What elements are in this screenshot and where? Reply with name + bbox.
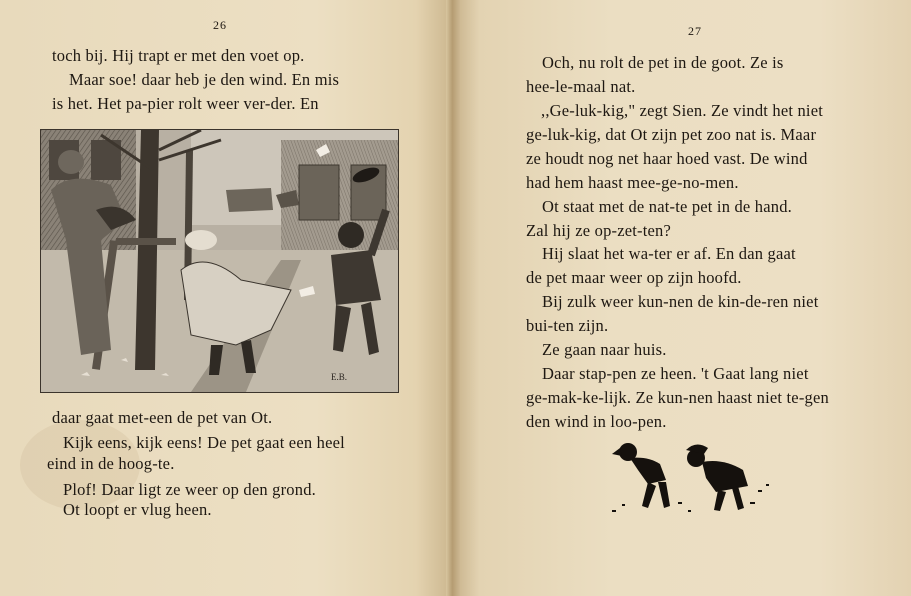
text-line: den wind in loo-pen. [526,412,667,431]
text-line: hee-le-maal nat. [526,77,636,96]
text-line: Och, nu rolt de pet in de goot. Ze is [542,53,784,72]
text-line: de pet maar weer op zijn hoofd. [526,268,742,287]
silhouette-drawing [608,440,778,520]
text-line: Daar stap-pen ze heen. 't Gaat lang niet [542,364,809,383]
text-line: ,,Ge-luk-kig," zegt Sien. Ze vindt het niet [541,101,824,120]
children-silhouette-illustration [608,440,778,525]
text-line: Kijk eens, kijk eens! De pet gaat een heel [63,433,345,452]
illustration-windy-street [40,129,399,393]
text-line: is het. Het pa-pier rolt weer ver-der. En [52,94,319,113]
text-line: had hem haast mee-ge-no-men. [526,173,739,192]
text-line: Plof! Daar ligt ze weer op den grond. [63,480,316,499]
text-line: ze houdt nog net haar hoed vast. De wind [526,149,808,168]
book-gutter [446,0,460,596]
text-line: daar gaat met-een de pet van Ot. [52,408,273,427]
page-number-right: 27 [688,24,702,38]
text-line: eind in de hoog-te. [47,454,175,473]
text-line: Hij slaat het wa-ter er af. En dan gaat [542,244,796,263]
text-line: Ot staat met de nat-te pet in de hand. [542,197,792,216]
text-line: Zal hij ze op-zet-ten? [526,221,672,240]
text-line: Bij zulk weer kun-nen de kin-de-ren niet [542,292,819,311]
illustration-signature: E.B. [331,372,348,382]
engraving-drawing [41,130,398,392]
text-line: toch bij. Hij trapt er met den voet op. [52,46,305,65]
page-number-left: 26 [213,18,227,32]
text-line: ge-luk-kig, dat Ot zijn pet zoo nat is. Maar [526,125,817,144]
text-line: Ot loopt er vlug heen. [63,500,212,519]
text-line: Ze gaan naar huis. [542,340,667,359]
text-line: ge-mak-ke-lijk. Ze kun-nen haast niet te-gen [526,388,829,407]
text-line: Maar soe! daar heb je den wind. En mis [69,70,340,89]
text-line: bui-ten zijn. [526,316,609,335]
